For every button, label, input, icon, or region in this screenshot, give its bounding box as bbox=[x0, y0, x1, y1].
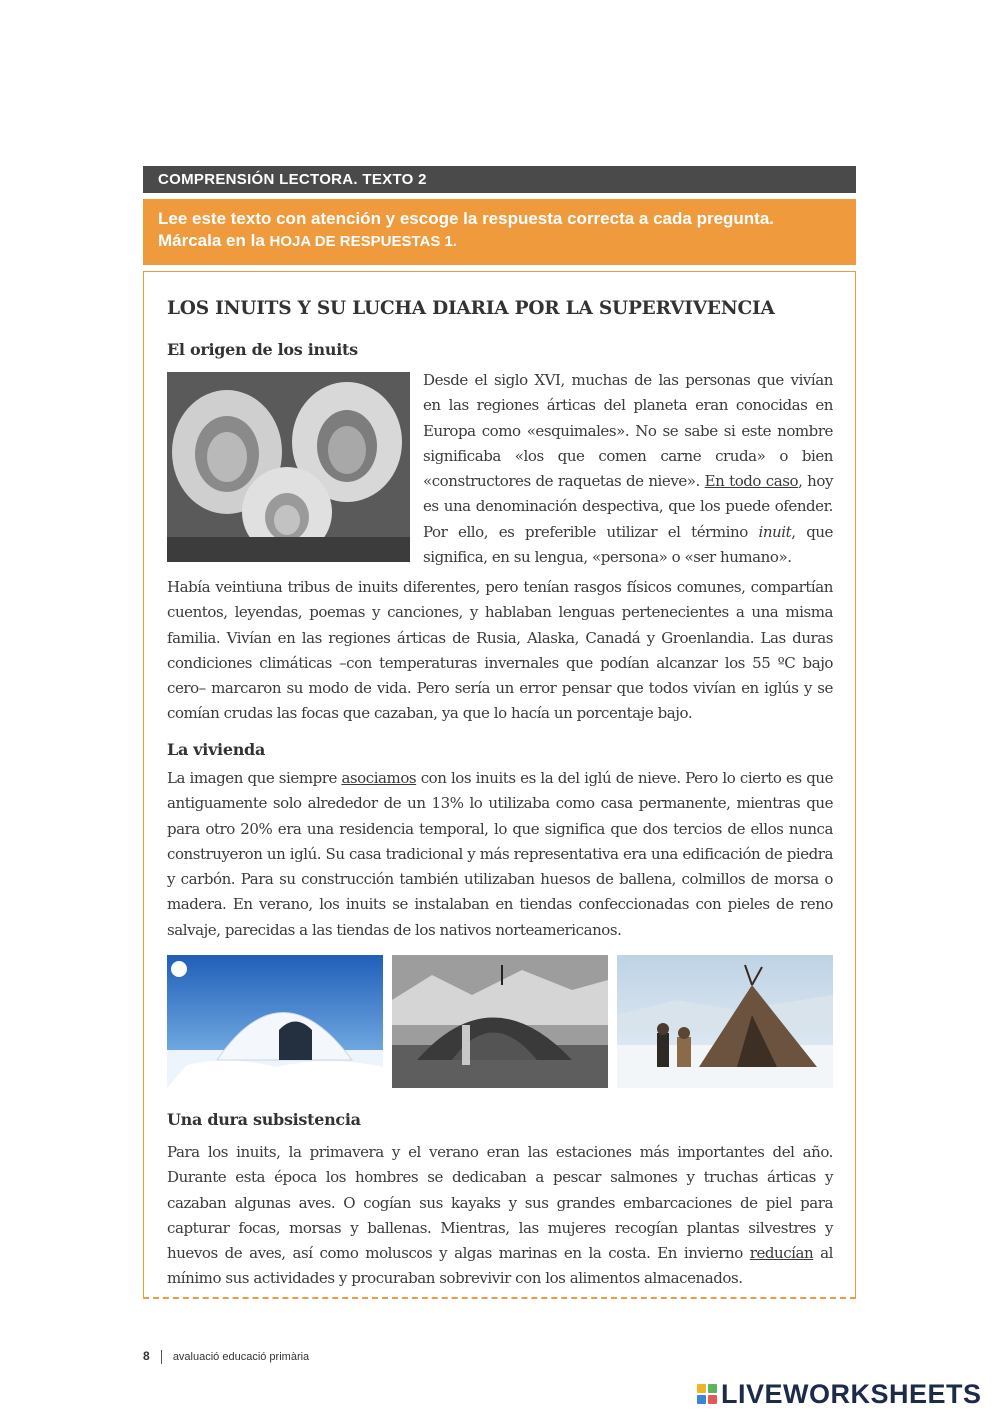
igloo-photo bbox=[167, 955, 383, 1088]
underlined-word-asociamos: asociamos bbox=[341, 769, 417, 787]
instruction-text: Lee este texto con atención y escoge la respuesta correcta a cada pregunta. Márcala en la bbox=[158, 209, 775, 250]
page-number: 8 bbox=[143, 1349, 150, 1363]
instruction-banner bbox=[143, 199, 856, 265]
instruction-emphasis: HOJA DE RESPUESTAS 1. bbox=[269, 233, 458, 250]
paragraph-housing: La imagen que siempre asociamos con los inuits es la del iglú de nieve. Pero lo cierto es que antiguamente solo alrededor de un 13% lo utilizaba como casa permanente, mientras que para otro 20% era una residencia temporal, lo que significa que dos tercios de ellos nunca construyeron un iglú. Su casa tradicional y más representativa era una edificación de piedra y carbón. Para su construcción también utilizaban huesos de ballena, colmillos de morsa o madera. En verano, los inuits se instalaban en tiendas confeccionadas con pieles de reno salvaje, parecidas a las tiendas de los nativos norteamericanos. bbox=[167, 769, 833, 939]
section-heading-housing: La vivienda bbox=[167, 740, 266, 759]
underlined-phrase-en-todo-caso: En todo caso bbox=[704, 472, 799, 491]
publication-name: avaluació educació primària bbox=[172, 1351, 310, 1363]
inuit-family-photo bbox=[167, 372, 410, 562]
stone-house-photo bbox=[392, 955, 608, 1088]
footer-separator bbox=[161, 1350, 162, 1364]
logo-text: LIVEWORKSHEETS bbox=[721, 1378, 982, 1409]
page-footer bbox=[143, 1349, 309, 1364]
logo-square-icon bbox=[708, 1395, 717, 1404]
skin-tent-photo bbox=[617, 955, 833, 1088]
century-numeral: XVI bbox=[534, 371, 561, 389]
section-heading-subsistence: Una dura subsistencia bbox=[167, 1110, 361, 1129]
section-heading-origin: El origen de los inuits bbox=[167, 340, 358, 359]
paragraph-origin-2: Había veintiuna tribus de inuits diferentes, pero tenían rasgos físicos comunes, compartían cuentos, leyendas, poemas y canciones, y hablaban lenguas pertenecientes a una misma familia. Vivían en las regiones árticas de Rusia, Alaska, Canadá y Groenlandia. Las duras condiciones climáticas –con temperaturas invernales que podían alcanzar los 55 ºC bajo cero– marcaron su modo de vida. Pero sería un error pensar que todos vivían en iglús y se comían crudas las focas que cazaban, ya que lo hacía un porcentaje bajo. bbox=[167, 578, 833, 723]
article-title: LOS INUITS Y SU LUCHA DIARIA POR LA SUPERVIVENCIA bbox=[167, 298, 775, 319]
liveworksheets-logo bbox=[697, 1377, 982, 1411]
logo-grid-icon bbox=[697, 1384, 717, 1404]
logo-square-icon bbox=[708, 1384, 717, 1393]
term-inuit: inuit bbox=[758, 522, 792, 541]
paragraph-origin-1: Desde el siglo XVI, muchas de las personas que vivían en las regiones árticas del planeta eran conocidas en Europa como «esquimales». No se sabe si este nombre significaba «los que comen carne cruda» o bien «constructores de raquetas de nieve». En todo caso, hoy es una denominación despectiva, que los puede ofender. Por ello, es preferible utilizar el término inuit, que significa, en su lengua, «persona» o «ser humano». bbox=[423, 371, 833, 567]
section-label: COMPRENSIÓN LECTORA. TEXTO 2 bbox=[143, 166, 856, 193]
logo-square-icon bbox=[697, 1384, 706, 1393]
logo-square-icon bbox=[697, 1395, 706, 1404]
underlined-word-reducian: reducían bbox=[749, 1244, 814, 1263]
paragraph-subsistence: Para los inuits, la primavera y el verano eran las estaciones más importantes del año. Durante esta época los hombres se dedicaban a pescar salmones y truchas árticas y cazaban algunas aves. O cogían sus kayaks y sus grandes embarcaciones de piel para capturar focas, morsas y ballenas. Mientras, las mujeres recogían plantas silvestres y huevos de aves, así como moluscos y algas marinas en la costa. En invierno reducían al mínimo sus actividades y procuraban sobrevivir con los alimentos almacenados. bbox=[167, 1143, 833, 1288]
dashed-divider bbox=[143, 1297, 856, 1299]
